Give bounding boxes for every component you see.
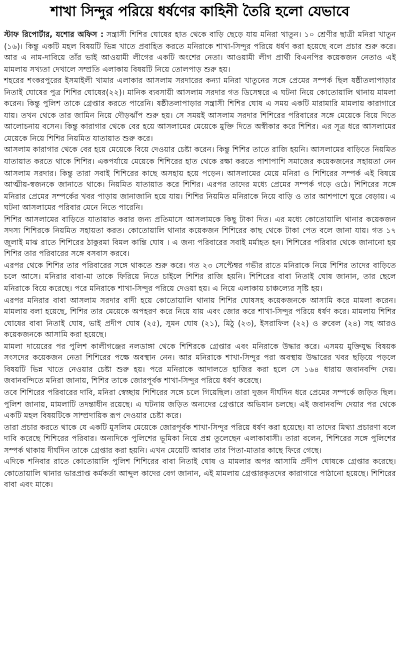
article-dateline: স্টাফ রিপোর্টার, যশোর অফিস : xyxy=(4,30,104,39)
article-paragraph: মামলা দায়েরের পর পুলিশ কালীগঞ্জের নলডাঙ্গা থেকে শিশিরকে গ্রেপ্তার এবং মনিরাকে উদ্ধার করে। এসময় মুক্তিযুদ্ধ বিষয়ক সংসদের কয়েকজন নেতা শিশিরের পক্ষে অবস্থান নেন। আর মনিরাকে শাখা-সিন্দুর পরা অবস্থায় উদ্ধারের খবর ছড়িয়ে পড়লে বিষয়টি ভিন্ন খাতে নেওয়ার চেষ্টা শুরু হয়। পরে মনিরাকে আদালতে হাজির করা হলে সে ১৬৪ ধারায় জবানবন্দি দেয়। জবানবন্দিতে মনিরা জানায়, শিশির তাকে জোরপূর্বক শাখা-সিন্দুর পরিয়ে ধর্ষণ করেছে। xyxy=(4,341,396,386)
article-body xyxy=(4,29,396,491)
article-paragraph: এরপর মনিরার বাবা আসলাম সরদার বাদী হয়ে কোতোয়ালি থানায় শিশির ঘোষসহ কয়েকজনকে আসামি করে মামলা করেন। মামলায় বলা হয়েছে, শিশির তার মেয়েকে অপহরণ করে নিয়ে যায় এবং জোর করে শাখা-সিন্দুর পরিয়ে ধর্ষণ করে। মামলায় শিশির ঘোষের বাবা নিতাই ঘোষ, ভাই প্রদীপ ঘোষ (২৫), সুমন ঘোষ (২১), মিঠু (২৩), ইসরাফিল (২২) ও রুবেল (২৪) সহ আরও কয়েকজনকে আসামি করা হয়েছে। xyxy=(4,295,396,340)
article-paragraph xyxy=(4,29,396,75)
article-paragraph: তারা প্রচার করতে থাকে যে একটি মুসলিম মেয়েকে জোরপূর্বক শাখা-সিন্দুর পরিয়ে ধর্ষণ করা হয়েছে। যা তাদের মিথ্যা প্রচারণা বলে দাবি করেছে শিশিরের পরিবার। অন্যদিকে পুলিশের ভূমিকা নিয়ে প্রশ্ন তুলেছেন এলাকাবাসী। তারা বলেন, শিশিরের সঙ্গে পুলিশের সম্পর্ক থাকায় দীর্ঘদিন তাকে গ্রেপ্তার করা হয়নি। এখন মেয়েটি আবার তার পিতা-মাতার কাছে ফিরে গেছে। xyxy=(4,422,396,455)
article-paragraph: শহরের শংকরপুরের ইসমাইলী খামার এলাকার আসলাম সরদারের কন্যা মনিরা খাতুনের সঙ্গে প্রেমের সম্পর্ক ছিল ষষ্ঠীতলাপাড়ার নিতাই ঘোষের পুত্র শিশির ঘোষের(২২)। মানিক ব্যবসায়ী আসলাম সরদার গত ডিসেম্বরে এ ঘটনা নিয়ে কোতোয়ালি থানায় মামলা করেন। কিন্তু পুলিশ তাকে গ্রেপ্তার করতে পারেনি। ষষ্ঠীতলাপাড়ার সন্ত্রাসী শিশির ঘোষ এ সময় একটি মারামারি মামলায় কারাগারে যায়। তখন থেকে তার জামিন নিয়ে দৌড়ঝাঁপ শুরু হয়। সে সময়ই আসলাম সরদার শিশিরের পরিবারের সঙ্গে মেয়েকে বিয়ে দিতে আলোচনায় বসেন। কিন্তু কারাগার থেকে বের হয়ে আসলামের মেয়েকে মুক্তি দিতে অস্বীকার করে শিশির। এর সূত্র ধরে আসলামের মেয়েকে নিয়ে শিশির নিয়মিত যাতায়াত শুরু করে। xyxy=(4,76,396,143)
article-paragraph: এদিকে শনিবার রাতে কোতোয়ালি পুলিশ শিশিরের বাবা নিতাই ঘোষ ও মামলার অপর আসামি প্রদীপ ঘোষকে গ্রেপ্তার করেছে। কোতোয়ালি থানার ভারপ্রাপ্ত কর্মকর্তা আব্দুল কাদের বেগ জানান, এই মামলায় গ্রেপ্তারকৃতদের কারাগারে পাঠানো হয়েছে। শিশিরের বাবা এবং মাকে। xyxy=(4,457,396,490)
paragraph-text: সন্ত্রাসী শিশির ঘোষের হাত থেকে বাড়ি ছেড়ে যায় মনিরা খাতুন। ১০ শ্রেণীর ছাত্রী মনিরা খাতুন (১৬)। কিন্তু একটি মহল বিষয়টি ভিন্ন খাতে প্রবাহিত করতে মনিরাকে শাখা-সিন্দুর পরিয়ে ধর্ষণ করা হয়েছে বলে প্রচার শুরু করে। আর এ নাম-দাবিয়ে তাঁর ভাই আওয়ামী লীগের একটি অংশের নেতা। আওয়ামী লীগ প্রার্থী বিএনপির কয়েকজন নেতাও এই মামলায় সখ্যতা দেখালে সম্প্রতি এলাকায় বিষয়টি নিয়ে তোলপাড় শুরু হয়। xyxy=(4,30,396,74)
article-paragraph: আসলাম কারাগার থেকে বের হয়ে মেয়েকে বিয়ে দেওয়ার চেষ্টা করেন। কিন্তু শিশির তাতে রাজি হয়নি। আসলামের বাড়িতে নিয়মিত যাতায়াত করতে থাকে শিশির। একপর্যায়ে মেয়েকে শিশিরের হাত থেকে রক্ষা করতে পাশাপাশি সমাজের কয়েকজনের সহায়তা নেন আসলাম সরদার। কিন্তু তারা সবাই শিশিরের কাছে অসহায় হয়ে পড়েন। আসলামের মেয়ে মনিরা ও শিশিরের সম্পর্ক এই বিষয়ে আত্মীয়-স্বজনকে জানাতে থাকে। নিয়মিত যাতায়াত করে শিশির। এরপর তাদের মধ্যে প্রেমের সম্পর্ক গড়ে ওঠে। শিশিরের সঙ্গে মনিরার প্রেমের সম্পর্কের খবর পাড়ায় জানাজানি হয়ে যায়। শিশির নিয়মিত মনিরাকে নিয়ে বাড়ি ও তার আশপাশে ঘুরে বেড়ায়। এ ঘটনা আসলামের পরিবার মেনে নিতে পারেনি। xyxy=(4,145,396,213)
article-paragraph: তবে শিশিরের পরিবারের দাবি, মনিরা স্বেচ্ছায় শিশিরের সঙ্গে চলে গিয়েছিল। তারা দুজন দীর্ঘদিন ধরে প্রেমের সম্পর্কে জড়িত ছিল। পুলিশ জানায়, মামলাটি তদন্তাধীন রয়েছে। এ ঘটনায় জড়িত অন্যদের গ্রেপ্তারে অভিযান চলছে। এই জবানবন্দি দেয়ার পর থেকে একটি মহল বিষয়টিকে সাম্প্রদায়িক রূপ দেওয়ার চেষ্টা করে। xyxy=(4,387,396,421)
article-paragraph: এরপর থেকে শিশির তার পরিবারের সঙ্গে থাকতে শুরু করে। গত ২৩ সেপ্টেম্বর গভীর রাতে মনিরাকে নিয়ে শিশির তাদের বাড়িতে চলে আসে। মনিরার বাবা-মা তাকে ফিরিয়ে নিতে চাইলে শিশির রাজি হয়নি। শিশিরের বাবা নিতাই ঘোষ জানান, তার ছেলে মনিরাকে বিয়ে করেছে। পরে মনিরাকে শাখা-সিন্দুর পরিয়ে দেওয়া হয়। এ নিয়ে এলাকায় চাঞ্চল্যের সৃষ্টি হয়। xyxy=(4,260,396,294)
article-headline: শাখা সিন্দুর পরিয়ে ধর্ষণের কাহিনী তৈরি হলো যেভাবে xyxy=(50,4,350,20)
article-paragraph: শিশির আসলামের বাড়িতে যাতায়াত করার জন্য প্রতিমাসে আসলামকে কিছু টাকা দিত। এর মধ্যে কোতোয়ালি থানার কয়েকজন সদস্য শিশিরকে নিয়মিত সহায়তা করত। কোতোয়ালি থানার কয়েকজন শিশিরের কাছ থেকে টাকা পেত বলে জানা যায়। গত ১৭ জুলাই মাঝ রাতে শিশিরের ঠাকুরমা বিমল কান্তি ঘোষ । এ জন্য পরিবারের সবাই মর্মাহত হন। শিশিরের পরিবার থেকে জানানো হয় শিশির তার পরিবারের সঙ্গে বসবাস করবে। xyxy=(4,214,396,259)
